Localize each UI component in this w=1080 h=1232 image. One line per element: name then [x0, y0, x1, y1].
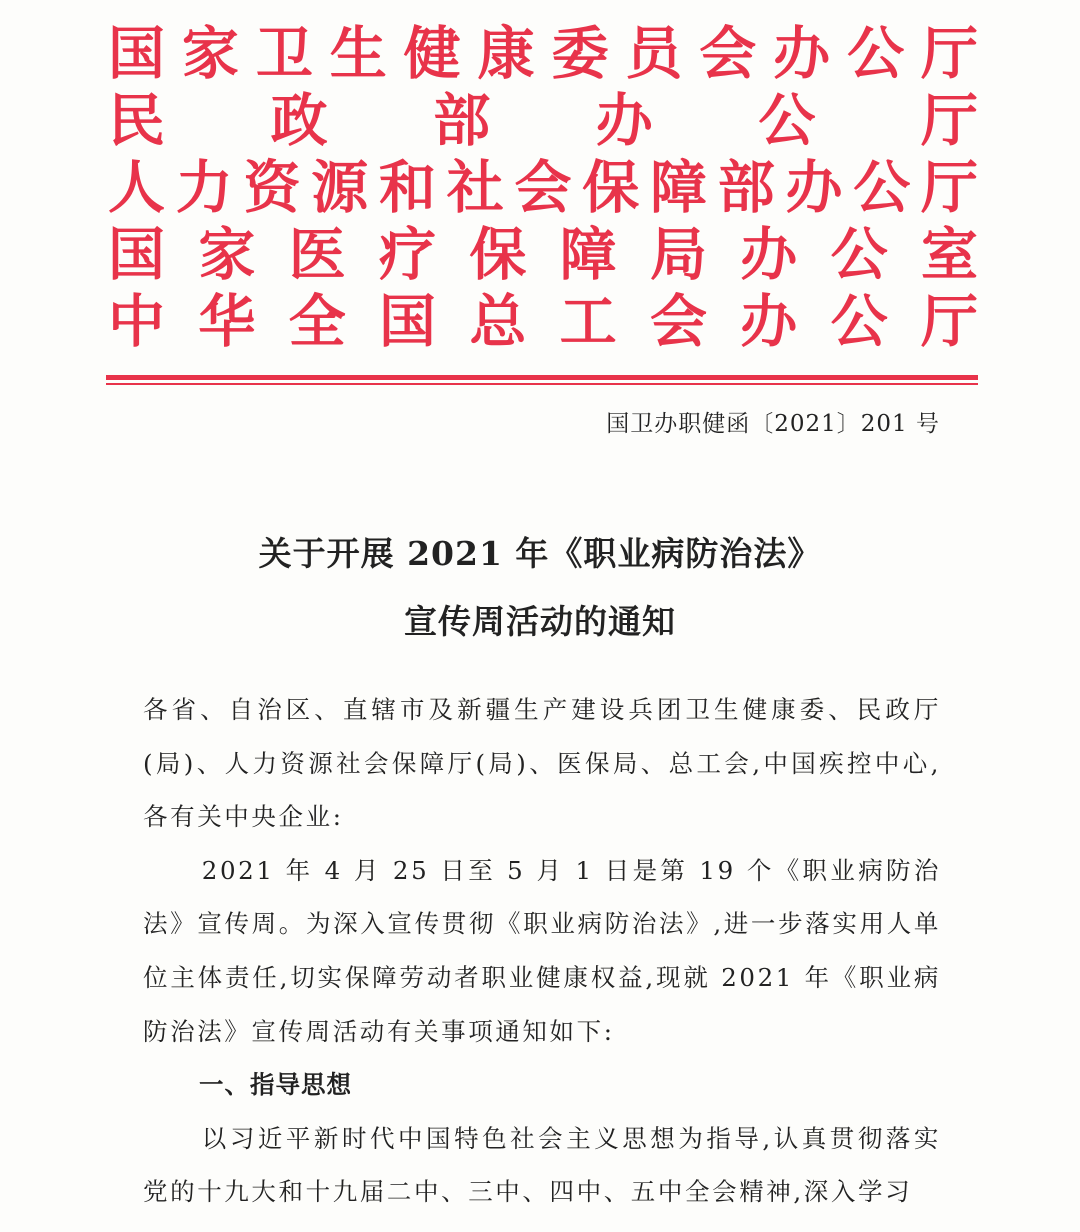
agency-char: 会 [514, 154, 572, 221]
agency-char: 华 [198, 288, 256, 355]
agency-char: 力 [175, 154, 233, 221]
agency-char: 障 [559, 221, 617, 288]
agency-char: 资 [243, 154, 301, 221]
section-1-paragraph: 以习近平新时代中国特色社会主义思想为指导,认真贯彻落实党的十九大和十九届二中、三中、四中、五中全会精神,深入学习 [143, 1123, 941, 1207]
agency-char: 社 [446, 154, 504, 221]
agency-char: 员 [625, 20, 683, 87]
agency-char: 康 [477, 20, 535, 87]
agency-char: 厅 [920, 20, 978, 87]
agency-char: 室 [920, 221, 978, 288]
document-number: 国卫办职健函〔2021〕201 号 [606, 411, 940, 437]
agency-char: 公 [830, 221, 888, 288]
agency-char: 厅 [920, 87, 978, 154]
agency-char: 办 [595, 87, 653, 154]
document-title-line-1: 关于开展 2021 年《职业病防治法》 [258, 534, 822, 573]
agency-char: 家 [198, 221, 256, 288]
agency-line-1 [108, 20, 978, 87]
agency-char: 全 [288, 288, 346, 355]
agency-char: 办 [740, 288, 798, 355]
agency-char: 工 [559, 288, 617, 355]
agency-char: 保 [469, 221, 527, 288]
agency-char: 国 [378, 288, 436, 355]
agency-char: 政 [270, 87, 328, 154]
agency-char: 公 [853, 154, 911, 221]
agency-char: 疗 [378, 221, 436, 288]
agency-char: 和 [379, 154, 436, 221]
agency-char: 中 [108, 288, 165, 355]
agency-char: 生 [329, 20, 387, 87]
agency-char: 总 [469, 288, 527, 355]
document-title-line-2: 宣传周活动的通知 [404, 602, 676, 641]
red-divider-thick [106, 375, 978, 380]
agency-char: 卫 [255, 20, 313, 87]
agency-char: 部 [717, 154, 775, 221]
agency-char: 办 [740, 221, 798, 288]
red-divider-thin [106, 383, 978, 385]
agency-char: 家 [181, 20, 239, 87]
agency-line-4 [108, 221, 978, 288]
agency-char: 局 [649, 221, 707, 288]
agency-char: 民 [108, 87, 165, 154]
agency-char: 部 [433, 87, 491, 154]
agency-char: 国 [108, 20, 165, 87]
agency-line-5 [108, 288, 978, 355]
agency-char: 公 [830, 288, 888, 355]
agency-char: 办 [785, 154, 843, 221]
issuing-agencies-header [108, 20, 978, 355]
agency-char: 会 [699, 20, 757, 87]
agency-char: 保 [582, 154, 640, 221]
addressee-paragraph: 各省、自治区、直辖市及新疆生产建设兵团卫生健康委、民政厅(局)、人力资源社会保障厅(局)、医保局、总工会,中国疾控中心,各有关中央企业: [143, 695, 941, 832]
agency-line-2 [108, 87, 978, 154]
agency-char: 厅 [920, 288, 978, 355]
agency-char: 人 [108, 154, 165, 221]
section-heading-guiding-ideology: 一、指导思想 [199, 1070, 352, 1100]
agency-char: 医 [288, 221, 346, 288]
intro-paragraph: 2021 年 4 月 25 日至 5 月 1 日是第 19 个《职业病防治法》宣传周。为深入宣传贯彻《职业病防治法》,进一步落实用人单位主体责任,切实保障劳动者职业健康权益,现就 2021 年《职业病防治法》宣传周活动有关事项通知如下: [143, 855, 941, 1046]
agency-char: 会 [649, 288, 707, 355]
agency-char: 厅 [921, 154, 978, 221]
agency-char: 源 [311, 154, 369, 221]
agency-char: 公 [847, 20, 905, 87]
document-body [143, 683, 941, 1219]
agency-char: 公 [758, 87, 816, 154]
agency-char: 委 [551, 20, 609, 87]
agency-line-3 [108, 154, 978, 221]
agency-char: 国 [108, 221, 165, 288]
agency-char: 健 [403, 20, 461, 87]
agency-char: 障 [650, 154, 707, 221]
agency-char: 办 [773, 20, 831, 87]
